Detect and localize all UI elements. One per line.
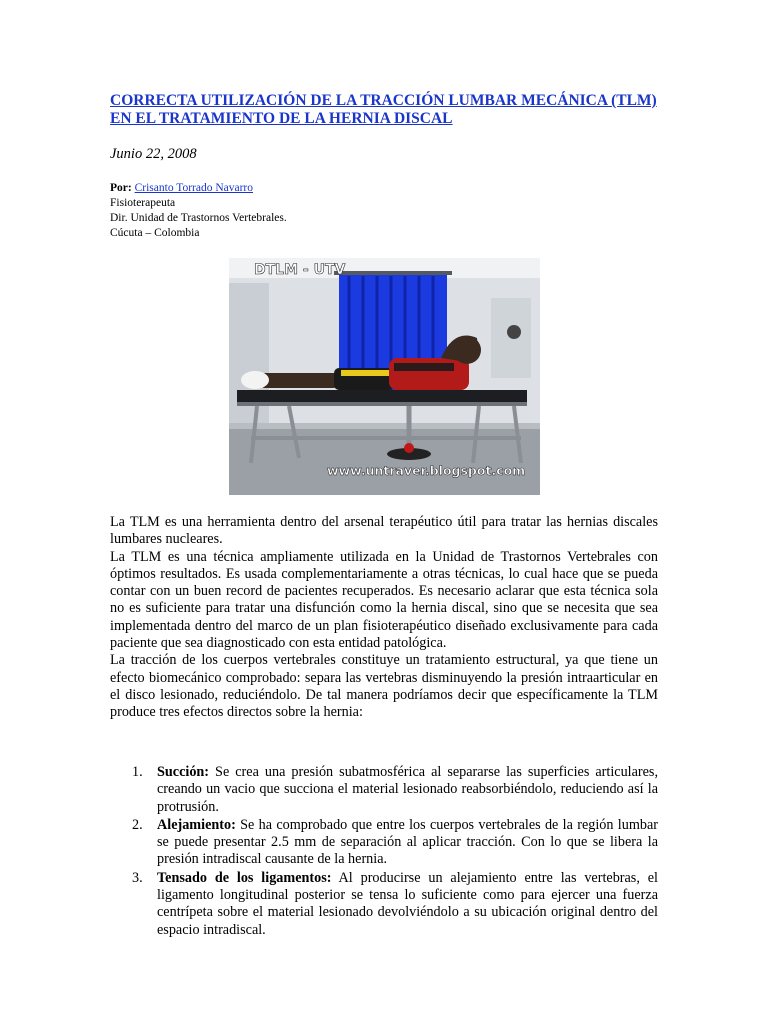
list-item-number: 1.	[132, 764, 143, 780]
photo-overlay-title: DTLM - UTV	[254, 262, 346, 278]
list-item-text: Se ha comprobado que entre los cuerpos vertebrales de la región lumbar se puede presentar 2.5 mm de separación al aplicar tracción. Con lo que se libera la presión intradiscal causante de la hernia.	[157, 816, 658, 868]
article-title[interactable]: CORRECTA UTILIZACIÓN DE LA TRACCIÓN LUMBAR MECÁNICA (TLM) EN EL TRATAMIENTO DE LA HERNIA DISCAL	[110, 92, 657, 127]
list-item-number: 3.	[132, 869, 143, 886]
author-label: Por:	[110, 182, 132, 194]
list-item-term: Alejamiento:	[157, 816, 236, 833]
author-block	[110, 181, 287, 241]
author-name-link[interactable]: Crisanto Torrado Navarro	[134, 182, 254, 194]
list-item-number: 2.	[132, 816, 143, 833]
article-date: Junio 22, 2008	[110, 146, 197, 162]
author-line	[110, 181, 287, 196]
author-role: Fisioterapeuta	[110, 197, 176, 209]
paragraph-2: La TLM es una técnica ampliamente utilizada en la Unidad de Trastornos Vertebrales con óptimos resultados. Es usada complementariamente a otras técnicas, lo cual hace que se pueda contar con un buen record de pacientes recuperados. Es necesario aclarar que esta técnica sola no es suficiente para tratar una disfunción como la hernia discal, sino que se necesita que sea implementada dentro del marco de un plan fisioterapéutico diseñado exclusivamente para cada paciente que sea diagnosticado con esta entidad patológica.	[110, 548, 658, 652]
list-item	[110, 870, 658, 939]
list-item-text: Se crea una presión subatmosférica al separarse las superficies articulares, creando un vacio que succiona el material lesionado reabsorbiéndolo, reduciendo así la protrusión.	[157, 764, 658, 815]
traction-photo-illustration	[229, 258, 540, 495]
photo-overlay-url: www.untraver.blogspot.com	[327, 463, 526, 478]
article-photo	[229, 258, 540, 495]
paragraph-3: La tracción de los cuerpos vertebrales constituye un tratamiento estructural, ya que tiene un efecto biomecánico comprobado: separa las vertebras disminuyendo la presión intraarticular en el disco lesionado, reduciéndolo. De tal manera podríamos decir que específicamente la TLM produce tres efectos directos sobre la hernia:	[110, 652, 658, 721]
author-position: Dir. Unidad de Trastornos Vertebrales.	[110, 212, 287, 224]
list-item-text: Al producirse un alejamiento entre las vertebras, el ligamento longitudinal posterior se tensa lo suficiente como para ejercer una fuerza centrípeta sobre el material lesionado devolviéndolo a su ubicación original dentro del espacio intradiscal.	[157, 869, 658, 938]
list-item	[110, 764, 658, 816]
list-item	[110, 817, 658, 869]
author-location: Cúcuta – Colombia	[110, 227, 200, 239]
effects-list	[110, 764, 658, 940]
paragraph-1: La TLM es una herramienta dentro del arsenal terapéutico útil para tratar las hernias discales lumbares nucleares.	[110, 514, 658, 548]
list-item-term: Tensado de los ligamentos:	[157, 869, 332, 886]
list-item-term: Succión:	[157, 764, 210, 780]
article-body	[110, 514, 658, 722]
